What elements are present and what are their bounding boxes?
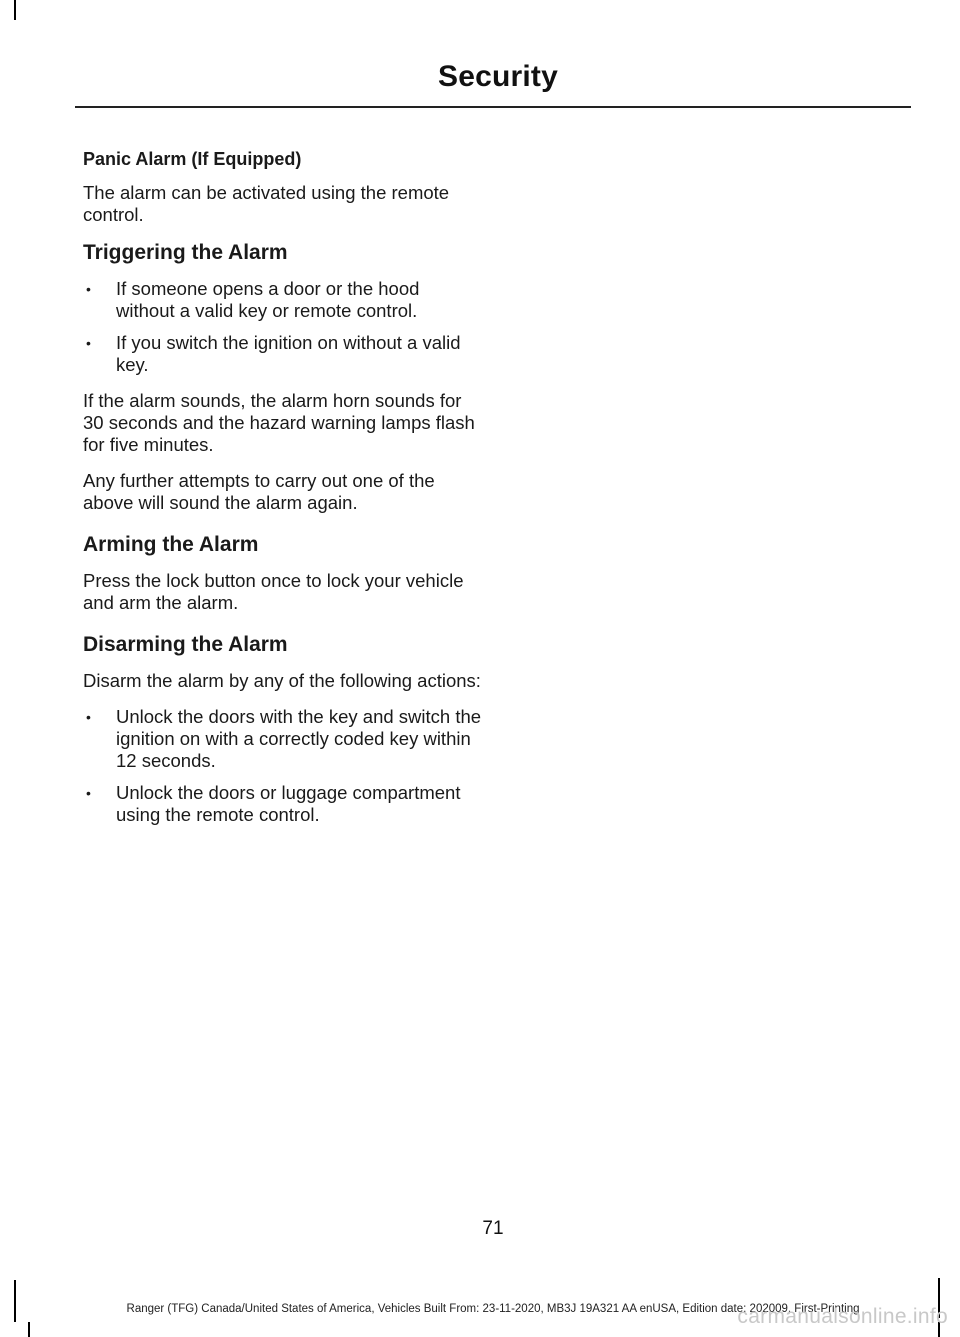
footer-text: Ranger (TFG) Canada/United States of America, Vehicles Built From: 23-11-2020, MB3J 19A321 AA enUSA, Edition date: 202009, First-Printing	[126, 1303, 860, 1315]
crop-mark-bottom-left	[14, 1280, 16, 1322]
list-item: • If someone opens a door or the hood without a valid key or remote control.	[83, 278, 483, 322]
triggering-paragraph-1: If the alarm sounds, the alarm horn sounds for 30 seconds and the hazard warning lamps flash for five minutes.	[83, 390, 475, 455]
list-item: • If you switch the ignition on without a valid key.	[83, 332, 483, 376]
watermark: carmanualsonline.info	[737, 1305, 948, 1328]
list-item: • Unlock the doors or luggage compartment using the remote control.	[83, 782, 483, 826]
arming-heading: Arming the Alarm	[83, 533, 259, 556]
triggering-paragraph-2: Any further attempts to carry out one of the above will sound the alarm again.	[83, 470, 435, 513]
triggering-list	[83, 278, 483, 376]
panic-alarm-heading: Panic Alarm (If Equipped)	[83, 149, 302, 169]
header-divider	[75, 106, 911, 108]
triggering-heading: Triggering the Alarm	[83, 241, 288, 264]
page-number: 71	[482, 1218, 504, 1239]
arming-text: Press the lock button once to lock your vehicle and arm the alarm.	[83, 570, 464, 613]
disarming-heading: Disarming the Alarm	[83, 633, 288, 656]
disarming-text: Disarm the alarm by any of the following actions:	[83, 670, 481, 691]
panic-alarm-text: The alarm can be activated using the remote control.	[83, 182, 450, 225]
disarming-list	[83, 706, 483, 826]
crop-mark-bottom-left-2	[28, 1322, 30, 1337]
page-title: Security	[438, 60, 558, 93]
content-column	[83, 148, 483, 840]
crop-mark-top-left	[14, 0, 16, 20]
list-item: • Unlock the doors with the key and switch the ignition on with a correctly coded key within 12 seconds.	[83, 706, 483, 772]
